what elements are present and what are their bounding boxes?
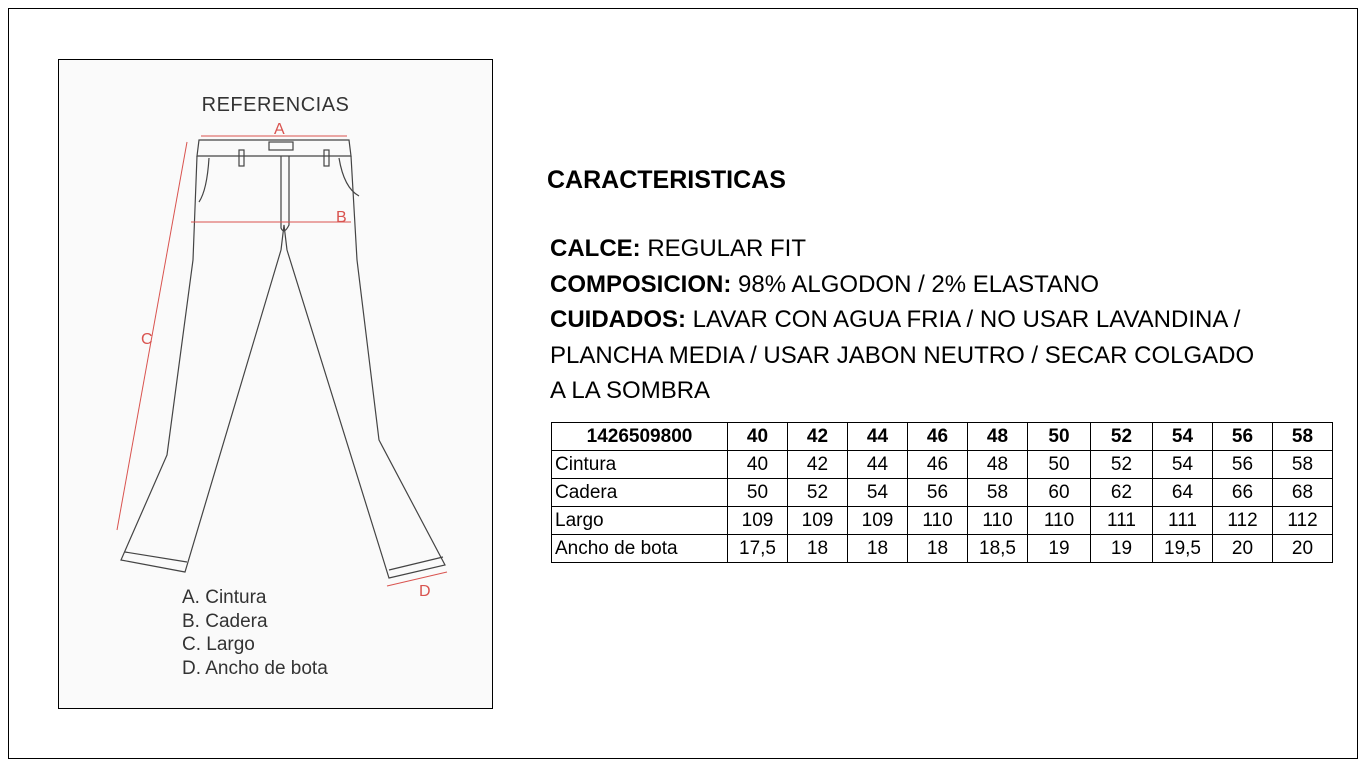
table-cell: 109 (788, 507, 848, 535)
spec-value: LAVAR CON AGUA FRIA / NO USAR LAVANDINA / (686, 306, 1241, 333)
table-cell: 111 (1153, 507, 1213, 535)
table-cell: 44 (848, 451, 908, 479)
table-cell: 19 (1028, 535, 1091, 563)
spec-cuidados (550, 302, 1254, 338)
table-row-label: Cintura (552, 451, 728, 479)
table-cell: 20 (1273, 535, 1333, 563)
size-table (551, 422, 1333, 563)
table-cell: 58 (1273, 423, 1333, 451)
table-cell: 112 (1273, 507, 1333, 535)
legend-item: D. Ancho de bota (182, 657, 328, 679)
table-cell: 18 (908, 535, 968, 563)
table-row-label: Largo (552, 507, 728, 535)
table-row (552, 479, 1333, 507)
table-cell: 20 (1213, 535, 1273, 563)
table-cell: 18,5 (968, 535, 1028, 563)
characteristics-specs (550, 231, 1254, 409)
table-row-label: Cadera (552, 479, 728, 507)
table-cell: 42 (788, 451, 848, 479)
table-cell: 52 (788, 479, 848, 507)
references-title: REFERENCIAS (201, 94, 350, 116)
legend-item: C. Largo (182, 634, 255, 655)
marker-d: D (419, 583, 431, 600)
marker-b: B (336, 209, 347, 226)
table-cell: 109 (728, 507, 788, 535)
table-cell: 44 (848, 423, 908, 451)
spec-label: CALCE: (550, 235, 641, 262)
table-cell: 54 (1153, 451, 1213, 479)
table-cell: 50 (1028, 451, 1091, 479)
table-row (552, 535, 1333, 563)
table-code-cell: 1426509800 (552, 423, 728, 451)
spec-value: REGULAR FIT (640, 235, 807, 262)
table-cell: 110 (968, 507, 1028, 535)
spec-label: CUIDADOS: (550, 306, 686, 333)
table-cell: 52 (1091, 451, 1153, 479)
table-cell: 58 (968, 479, 1028, 507)
spec-value: 98% ALGODON / 2% ELASTANO (731, 270, 1100, 298)
table-cell: 50 (1028, 423, 1091, 451)
table-row (552, 451, 1333, 479)
marker-a: A (274, 121, 285, 138)
table-row (552, 507, 1333, 535)
marker-c: C (141, 331, 153, 348)
table-cell: 56 (1213, 423, 1273, 451)
table-cell: 56 (908, 479, 968, 507)
legend-item: A. Cintura (182, 587, 267, 608)
spec-cuidados-line: A LA SOMBRA (550, 377, 711, 404)
table-cell: 48 (968, 451, 1028, 479)
table-row-label: Ancho de bota (552, 535, 728, 563)
table-cell: 112 (1213, 507, 1273, 535)
table-cell: 52 (1091, 423, 1153, 451)
table-cell: 58 (1273, 451, 1333, 479)
table-cell: 68 (1273, 479, 1333, 507)
table-cell: 17,5 (728, 535, 788, 563)
table-cell: 18 (788, 535, 848, 563)
table-header-row (552, 423, 1333, 451)
spec-cuidados-line: PLANCHA MEDIA / USAR JABON NEUTRO / SECAR COLGADO (550, 341, 1255, 369)
table-cell: 66 (1213, 479, 1273, 507)
table-cell: 64 (1153, 479, 1213, 507)
table-cell: 54 (848, 479, 908, 507)
table-cell: 40 (728, 423, 788, 451)
table-cell: 46 (908, 423, 968, 451)
characteristics-title: CARACTERISTICAS (547, 166, 786, 194)
table-cell: 48 (968, 423, 1028, 451)
table-cell: 19,5 (1153, 535, 1213, 563)
table-cell: 46 (908, 451, 968, 479)
table-cell: 111 (1091, 507, 1153, 535)
table-cell: 110 (1028, 507, 1091, 535)
references-legend (182, 586, 328, 680)
spec-label: COMPOSICION: (550, 270, 732, 298)
table-cell: 56 (1213, 451, 1273, 479)
table-cell: 40 (728, 451, 788, 479)
table-cell: 42 (788, 423, 848, 451)
table-cell: 62 (1091, 479, 1153, 507)
references-panel (58, 59, 493, 709)
table-cell: 50 (728, 479, 788, 507)
legend-item: B. Cadera (182, 610, 268, 632)
table-cell: 109 (848, 507, 908, 535)
table-cell: 18 (848, 535, 908, 563)
table-cell: 19 (1091, 535, 1153, 563)
table-cell: 110 (908, 507, 968, 535)
spec-calce (550, 231, 1254, 267)
spec-composicion (550, 267, 1254, 303)
table-cell: 54 (1153, 423, 1213, 451)
table-cell: 60 (1028, 479, 1091, 507)
